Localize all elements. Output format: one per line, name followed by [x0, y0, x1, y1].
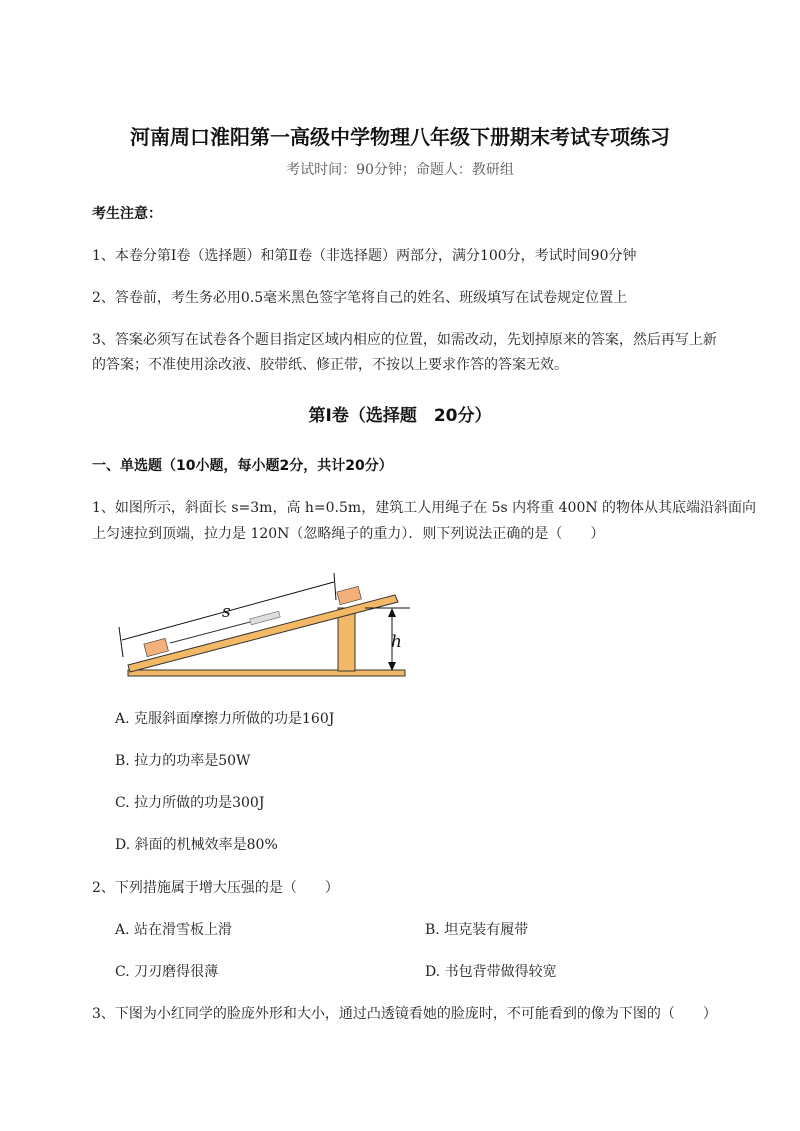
section-title: 第Ⅰ卷（选择题 20分）	[308, 406, 492, 426]
option-c[interactable]: C. 拉力所做的功是300J	[115, 795, 265, 811]
notice-item: 1、本卷分第Ⅰ卷（选择题）和第Ⅱ卷（非选择题）两部分，满分100分，考试时间90分钟	[92, 248, 637, 264]
notice-heading: 考生注意：	[92, 206, 162, 222]
option-a[interactable]: A. 克服斜面摩擦力所做的功是160J	[115, 711, 335, 727]
cart-bottom	[144, 638, 169, 656]
spring-scale	[250, 611, 281, 625]
option-a[interactable]: A. 站在滑雪板上滑	[115, 922, 233, 938]
part-heading: 一、单选题（10小题，每小题2分，共计20分）	[92, 458, 393, 474]
cart-top	[337, 586, 362, 604]
option-c[interactable]: C. 刀刃磨得很薄	[115, 964, 219, 980]
s-tick	[119, 627, 123, 657]
option-b[interactable]: B. 拉力的功率是50W	[115, 753, 251, 769]
option-d[interactable]: D. 斜面的机械效率是80%	[115, 837, 278, 853]
s-tick	[334, 573, 336, 600]
notice-item: 3、答案必须写在试卷各个题目指定区域内相应的位置，如需改动，先划掉原来的答案，然后再写上新	[92, 332, 717, 348]
incline-figure	[110, 565, 430, 685]
subtitle: 考试时间：90分钟；命题人：教研组	[286, 162, 514, 178]
notice-item: 的答案；不准使用涂改液、胶带纸、修正带，不按以上要求作答的答案无效。	[92, 357, 568, 373]
option-d[interactable]: D. 书包背带做得较宽	[425, 964, 557, 980]
ground-plank	[128, 670, 405, 676]
option-b[interactable]: B. 坦克装有履带	[425, 922, 529, 938]
question-2-text: 2、下列措施属于增大压强的是（ ）	[92, 880, 339, 896]
arrow-up-icon	[388, 608, 396, 617]
incline-plank	[128, 595, 398, 672]
notice-item: 2、答卷前，考生务必用0.5毫米黑色签字笔将自己的姓名、班级填写在试卷规定位置上	[92, 290, 628, 306]
question-3-text: 3、下图为小红同学的脸庞外形和大小，通过凸透镜看她的脸庞时，不可能看到的像为下图的（ ）	[92, 1006, 717, 1022]
question-1-text: 1、如图所示，斜面长 s=3m，高 h=0.5m，建筑工人用绳子在 5s 内将重 400N 的物体从其底端沿斜面向	[92, 500, 757, 516]
page-title: 河南周口淮阳第一高级中学物理八年级下册期末考试专项练习	[130, 125, 670, 149]
label-s: s	[222, 602, 231, 622]
question-1-text: 上匀速拉到顶端，拉力是 120N（忽略绳子的重力）．则下列说法正确的是（ ）	[92, 526, 605, 542]
label-h: h	[391, 632, 402, 652]
